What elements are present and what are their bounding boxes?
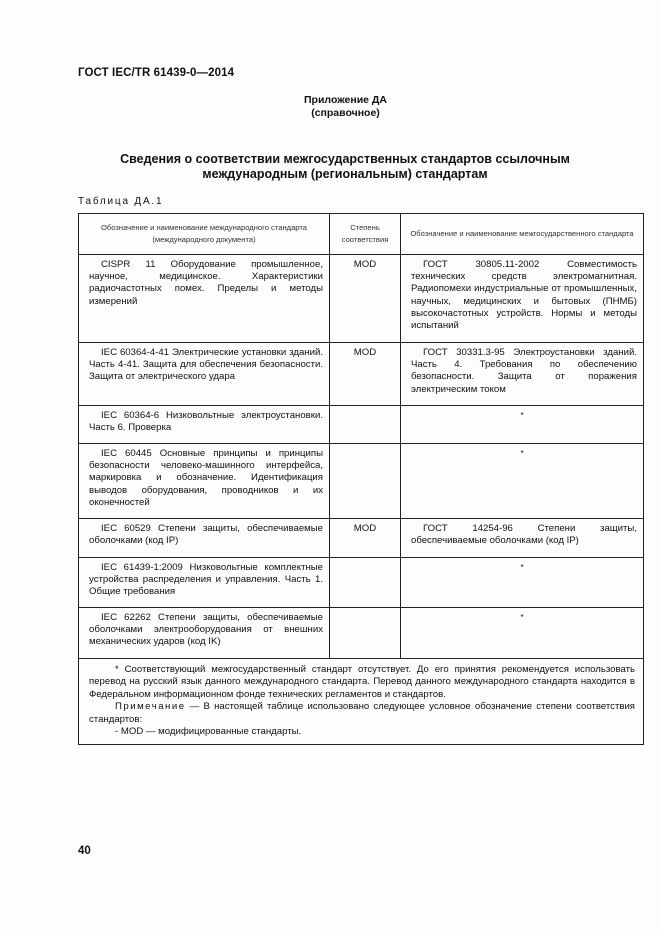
page-number: 40 [78,845,91,857]
table-row [79,558,644,608]
table-footnote: * Соответствующий межгосударственный стандарт отсутствует. До его принятия рекомендуется использовать перевод на русский язык данного международного стандарта. Перевод данного международного стандарта находится в Федеральном информационном фонде технических регламентов и стандартов. [89,664,635,700]
table-row [79,608,644,659]
header-interstate-standard: Обозначение и наименование межгосударственного стандарта [401,214,644,255]
header-international-standard: Обозначение и наименование международного стандарта (международного документа) [79,214,330,255]
degree-cell: MOD [330,519,401,558]
table-notes-row [79,659,644,745]
table-row [79,406,644,444]
note-label: Примечание [115,701,186,713]
degree-cell [330,608,401,659]
table-row [79,255,644,343]
table-row [79,343,644,406]
page-title-line-1: Сведения о соответствии межгосударственных стандартов ссылочным [120,152,570,166]
note-list-item: - MOD — модифицированные стандарты. [115,726,302,738]
header-degree: Степень соответствия [330,214,401,255]
interstate-standard-cell: * [401,444,644,519]
interstate-standard-cell: * [401,608,644,659]
table-label: Таблица ДА.1 [78,196,164,207]
interstate-standard-cell: ГОСТ 30331.3-95 Электроустановки зданий. Часть 4. Требования по обеспечению безопасности. Защита от поражения электрическим током [411,347,637,395]
table-header-row [79,214,644,255]
interstate-standard-cell: * [401,406,644,444]
note-text: — В настоящей таблице использовано следующее условное обозначение степени соответствия стандартов: [89,701,635,725]
degree-cell: MOD [330,255,401,343]
intl-standard-cell: IEC 60529 Степени защиты, обеспечиваемые оболочками (код IP) [89,523,323,547]
appendix-title: Приложение ДА [304,94,387,106]
intl-standard-cell: IEC 60364-4-41 Электрические установки зданий. Часть 4-41. Защита для обеспечения безопасности. Защита от электрического удара [89,347,323,383]
intl-standard-cell: IEC 62262 Степени защиты, обеспечиваемые оболочками электрооборудования от внешних механических ударов (код IK) [89,612,323,648]
intl-standard-cell: CISPR 11 Оборудование промышленное, научное, медицинское. Характеристики радиочастотных помех. Пределы и методы измерений [89,259,323,307]
interstate-standard-cell: ГОСТ 30805.11-2002 Совместимость технических средств электромагнитная. Радиопомехи индустриальные от промышленных, научных, медицинских и бытовых (ПНМБ) высокочастотных устройств. Нормы и методы испытаний [411,259,637,332]
interstate-standard-cell: * [401,558,644,608]
degree-cell [330,406,401,444]
document-id: ГОСТ IEC/TR 61439-0—2014 [78,67,235,79]
degree-cell [330,558,401,608]
page-title-line-2: международным (региональным) стандартам [202,167,488,181]
standards-table [78,213,644,745]
degree-cell [330,444,401,519]
appendix-heading [0,94,661,120]
page-title [80,152,610,182]
table-row [79,519,644,558]
table-row [79,444,644,519]
table-note [89,701,635,726]
interstate-standard-cell: ГОСТ 14254-96 Степени защиты, обеспечиваемые оболочками (код IP) [411,523,637,547]
intl-standard-cell: IEC 61439-1:2009 Низковольтные комплектные устройства распределения и управления. Часть 1. Общие требования [89,562,323,598]
intl-standard-cell: IEC 60364-6 Низковольтные электроустановки. Часть 6. Проверка [89,410,323,434]
intl-standard-cell: IEC 60445 Основные принципы и принципы безопасности человеко-машинного интерфейса, маркировка и обозначение. Идентификация выводов оборудования, проводников и их оконечностей [89,448,323,508]
appendix-subtitle: (справочное) [311,107,380,119]
degree-cell: MOD [330,343,401,406]
